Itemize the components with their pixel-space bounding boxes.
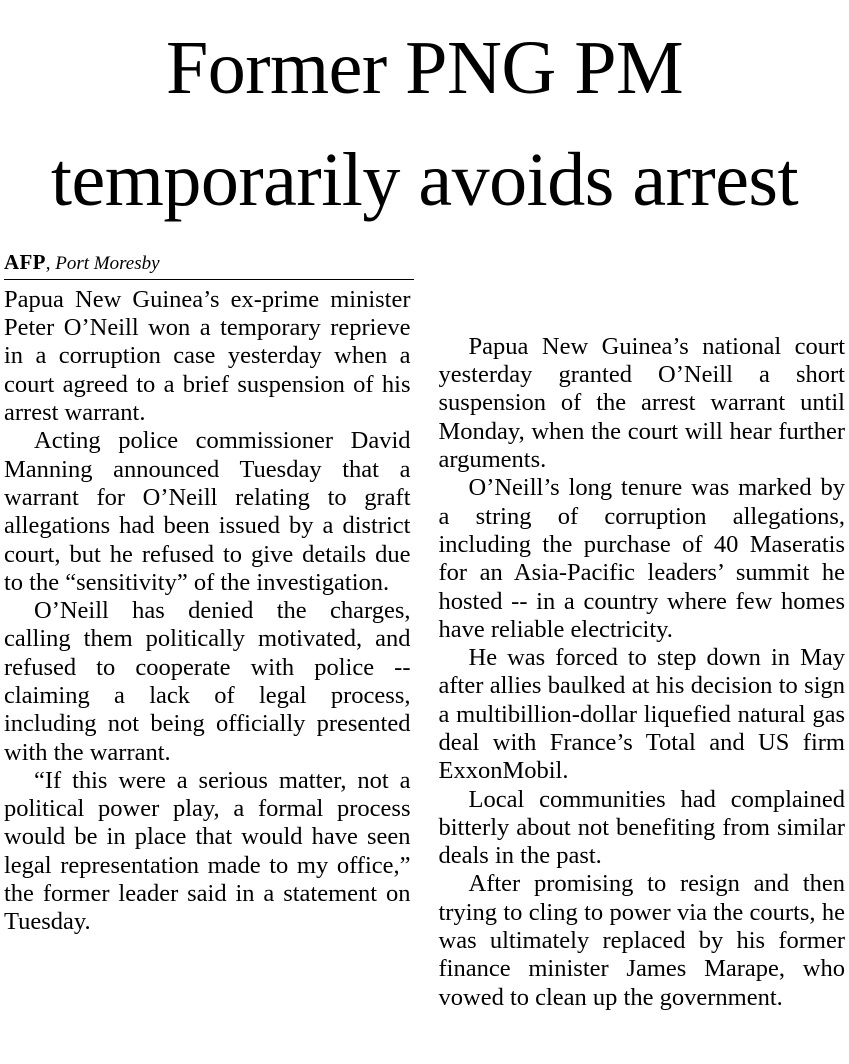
paragraph: Papua New Guinea’s national court yesterday granted O’Neill a short suspension of the arrest warrant until Monday, when the court will hear further arguments. [438, 332, 845, 474]
paragraph: He was forced to step down in May after allies baulked at his decision to sign a multibillion-dollar liquefied natural gas deal with France’s Total and US firm ExxonMobil. [438, 644, 845, 785]
paragraph: O’Neill’s long tenure was marked by a string of corruption allegations, including the purchase of 40 Maseratis for an Asia-Pacific leaders’ summit he hosted -- in a country where few homes have reliable electricity. [438, 474, 845, 643]
byline-block [4, 251, 414, 280]
article-column-right [439, 286, 846, 1012]
byline-divider [4, 279, 414, 280]
paragraph: “If this were a serious matter, not a political power play, a formal process would be in place that would have seen legal representation made to my office,” the former leader said in a statement on Tuesday. [4, 766, 411, 936]
byline-source: AFP [4, 249, 46, 274]
paragraph: Local communities had complained bitterly about not benefiting from similar deals in the past. [438, 785, 845, 870]
paragraph: Acting police commissioner David Manning announced Tuesday that a warrant for O’Neill relating to graft allegations had been issued by a district court, but he refused to give details due to the “sensitivity” of the investigation. [4, 427, 411, 596]
paragraph: O’Neill has denied the charges, calling them politically motivated, and refused to cooperate with police -- claiming a lack of legal process, including not being officially presented with the warrant. [4, 597, 411, 766]
byline-place: Port Moresby [55, 252, 160, 274]
article-columns [4, 286, 845, 1012]
paragraph: After promising to resign and then trying to cling to power via the courts, he was ultimately replaced by his former finance minister James Marape, who vowed to clean up the government. [438, 870, 845, 1011]
article-column-left [4, 286, 411, 937]
article-headline: Former PNG PM temporarily avoids arrest [50, 26, 799, 223]
byline [4, 251, 414, 279]
paragraph: Papua New Guinea’s ex-prime minister Peter O’Neill won a temporary reprieve in a corruption case yesterday when a court agreed to a brief suspension of his arrest warrant. [4, 285, 411, 427]
byline-separator: , [45, 252, 51, 274]
